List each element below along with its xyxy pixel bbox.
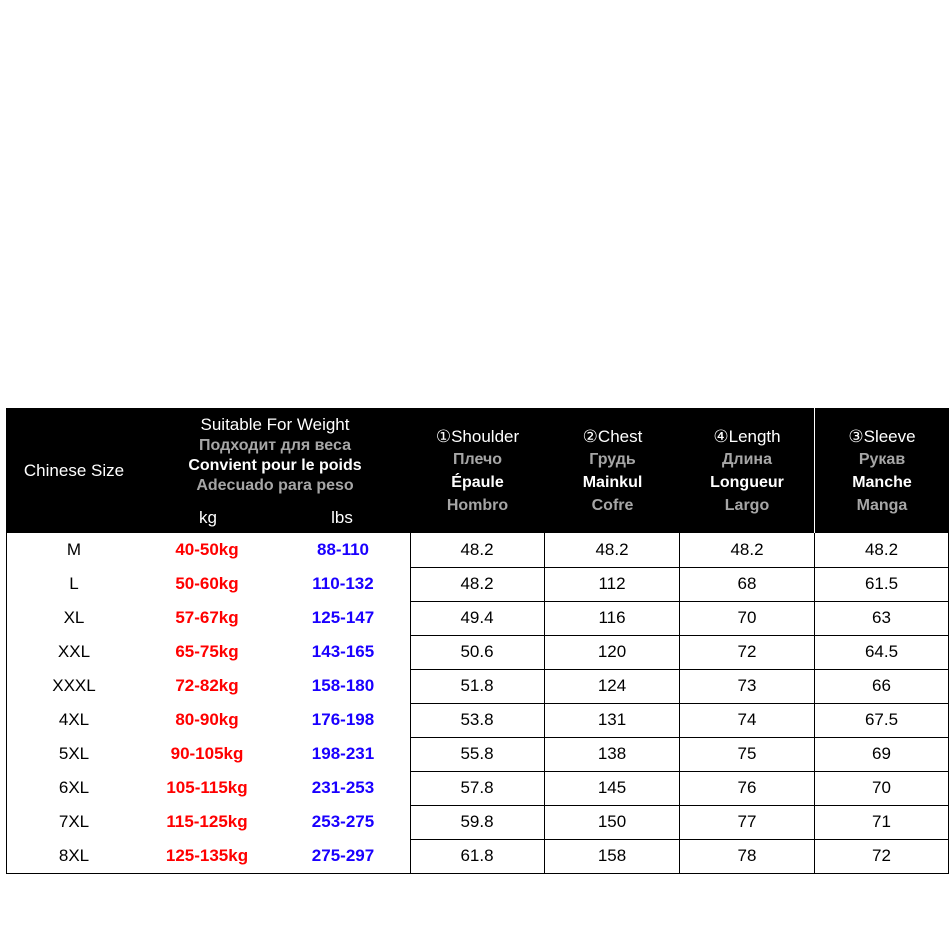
- table-header: [6, 408, 949, 533]
- cell-shoulder: 48.2: [460, 574, 494, 593]
- header-sleeve-es: Manga: [856, 497, 908, 514]
- size-chart-table: [6, 408, 949, 874]
- row-divider: [410, 839, 949, 840]
- cell-size: M: [66, 540, 82, 559]
- cell-chest: 124: [597, 676, 627, 695]
- cell-shoulder: 50.6: [460, 642, 494, 661]
- cell-shoulder: 59.8: [460, 812, 494, 831]
- cell-chest: 116: [598, 608, 626, 627]
- cell-kg: 40-50kg: [175, 540, 239, 559]
- cell-size: 4XL: [58, 710, 90, 729]
- header-length-fr: Longueur: [710, 474, 784, 491]
- cell-size: XXXL: [52, 676, 96, 695]
- table-row: [6, 703, 949, 737]
- row-divider: [410, 703, 949, 704]
- table-row: [6, 601, 949, 635]
- header-sleeve-ru: Рукав: [858, 451, 906, 468]
- header-kg-label: kg: [199, 508, 217, 527]
- header-divider: [814, 408, 815, 533]
- table-row: [6, 533, 949, 567]
- row-divider: [410, 771, 949, 772]
- cell-length: 74: [737, 710, 757, 729]
- cell-lbs: 176-198: [311, 710, 375, 729]
- cell-shoulder: 49.4: [460, 608, 494, 627]
- header-chest-fr: Mainkul: [582, 474, 643, 491]
- header-weight-title: Suitable For Weight: [200, 415, 350, 434]
- header-sleeve-fr: Manche: [852, 474, 912, 491]
- cell-chest: 150: [597, 812, 627, 831]
- grid-line-bottom: [6, 873, 949, 874]
- row-divider: [410, 635, 949, 636]
- cell-lbs: 158-180: [311, 676, 375, 695]
- header-length-ru: Длина: [722, 451, 772, 468]
- table-row: [6, 567, 949, 601]
- header-shoulder-fr: Épaule: [451, 474, 504, 491]
- cell-length: 76: [737, 778, 757, 797]
- cell-size: XL: [63, 608, 85, 627]
- cell-length: 72: [737, 642, 757, 661]
- cell-length: 75: [737, 744, 757, 763]
- cell-sleeve: 71: [872, 812, 891, 831]
- cell-chest: 131: [597, 710, 627, 729]
- cell-length: 77: [737, 812, 757, 831]
- header-chest-ru: Грудь: [589, 451, 636, 468]
- cell-shoulder: 57.8: [460, 778, 494, 797]
- header-sleeve-title: ③Sleeve: [848, 427, 916, 446]
- cell-kg: 80-90kg: [175, 710, 239, 729]
- cell-sleeve: 66: [872, 676, 891, 695]
- cell-sleeve: 64.5: [864, 642, 899, 661]
- cell-shoulder: 55.8: [460, 744, 494, 763]
- cell-shoulder: 48.2: [460, 540, 494, 559]
- cell-shoulder: 53.8: [460, 710, 494, 729]
- cell-kg: 65-75kg: [175, 642, 239, 661]
- row-divider: [410, 805, 949, 806]
- table-row: [6, 737, 949, 771]
- header-length-es: Largo: [724, 497, 770, 514]
- header-weight-fr: Convient pour le poids: [188, 457, 362, 474]
- table-row: [6, 635, 949, 669]
- cell-chest: 48.2: [595, 540, 629, 559]
- header-shoulder-es: Hombro: [446, 497, 509, 514]
- cell-kg: 50-60kg: [175, 574, 239, 593]
- header-weight-es: Adecuado para peso: [196, 477, 354, 494]
- cell-sleeve: 61.5: [864, 574, 899, 593]
- cell-size: L: [69, 574, 79, 593]
- cell-sleeve: 69: [872, 744, 891, 763]
- header-lbs-label: lbs: [331, 508, 353, 527]
- cell-sleeve: 63: [872, 608, 891, 627]
- header-chest-title: ②Chest: [582, 427, 643, 446]
- table-row: [6, 805, 949, 839]
- cell-lbs: 125-147: [311, 608, 375, 627]
- cell-chest: 158: [597, 846, 627, 865]
- header-length-title: ④Length: [713, 427, 781, 446]
- cell-sleeve: 72: [872, 846, 891, 865]
- cell-size: 5XL: [58, 744, 90, 763]
- table-row: [6, 669, 949, 703]
- header-chest-es: Cofre: [591, 497, 634, 514]
- cell-lbs: 253-275: [311, 812, 375, 831]
- cell-chest: 138: [597, 744, 627, 763]
- header-shoulder-title: ①Shoulder: [435, 427, 520, 446]
- cell-length: 70: [737, 608, 757, 627]
- table-row: [6, 839, 949, 873]
- row-divider: [410, 737, 949, 738]
- row-divider: [410, 567, 949, 568]
- cell-length: 68: [737, 574, 757, 593]
- cell-lbs: 275-297: [311, 846, 375, 865]
- cell-lbs: 143-165: [311, 642, 375, 661]
- cell-kg: 105-115kg: [166, 778, 248, 797]
- cell-size: 8XL: [58, 846, 90, 865]
- cell-size: 7XL: [58, 812, 90, 831]
- cell-size: XXL: [57, 642, 91, 661]
- header-chinese-size: Chinese Size: [23, 461, 125, 480]
- cell-shoulder: 51.8: [460, 676, 494, 695]
- cell-kg: 115-125kg: [166, 812, 248, 831]
- cell-length: 73: [737, 676, 757, 695]
- cell-lbs: 88-110: [317, 540, 369, 559]
- header-weight-ru: Подходит для веса: [199, 437, 351, 454]
- cell-sleeve: 67.5: [864, 710, 899, 729]
- row-divider: [410, 669, 949, 670]
- cell-chest: 120: [597, 642, 627, 661]
- cell-lbs: 198-231: [311, 744, 375, 763]
- cell-length: 48.2: [730, 540, 764, 559]
- cell-sleeve: 70: [872, 778, 891, 797]
- cell-chest: 112: [598, 574, 626, 593]
- cell-lbs: 110-132: [312, 574, 374, 593]
- cell-length: 78: [737, 846, 757, 865]
- cell-kg: 57-67kg: [175, 608, 239, 627]
- header-shoulder-ru: Плечо: [452, 451, 502, 468]
- cell-kg: 72-82kg: [175, 676, 239, 695]
- cell-sleeve: 48.2: [864, 540, 899, 559]
- table-body: [6, 533, 949, 874]
- cell-kg: 90-105kg: [170, 744, 244, 763]
- row-divider: [410, 601, 949, 602]
- cell-lbs: 231-253: [311, 778, 375, 797]
- cell-kg: 125-135kg: [165, 846, 249, 865]
- table-row: [6, 771, 949, 805]
- cell-shoulder: 61.8: [460, 846, 494, 865]
- cell-chest: 145: [597, 778, 627, 797]
- cell-size: 6XL: [58, 778, 90, 797]
